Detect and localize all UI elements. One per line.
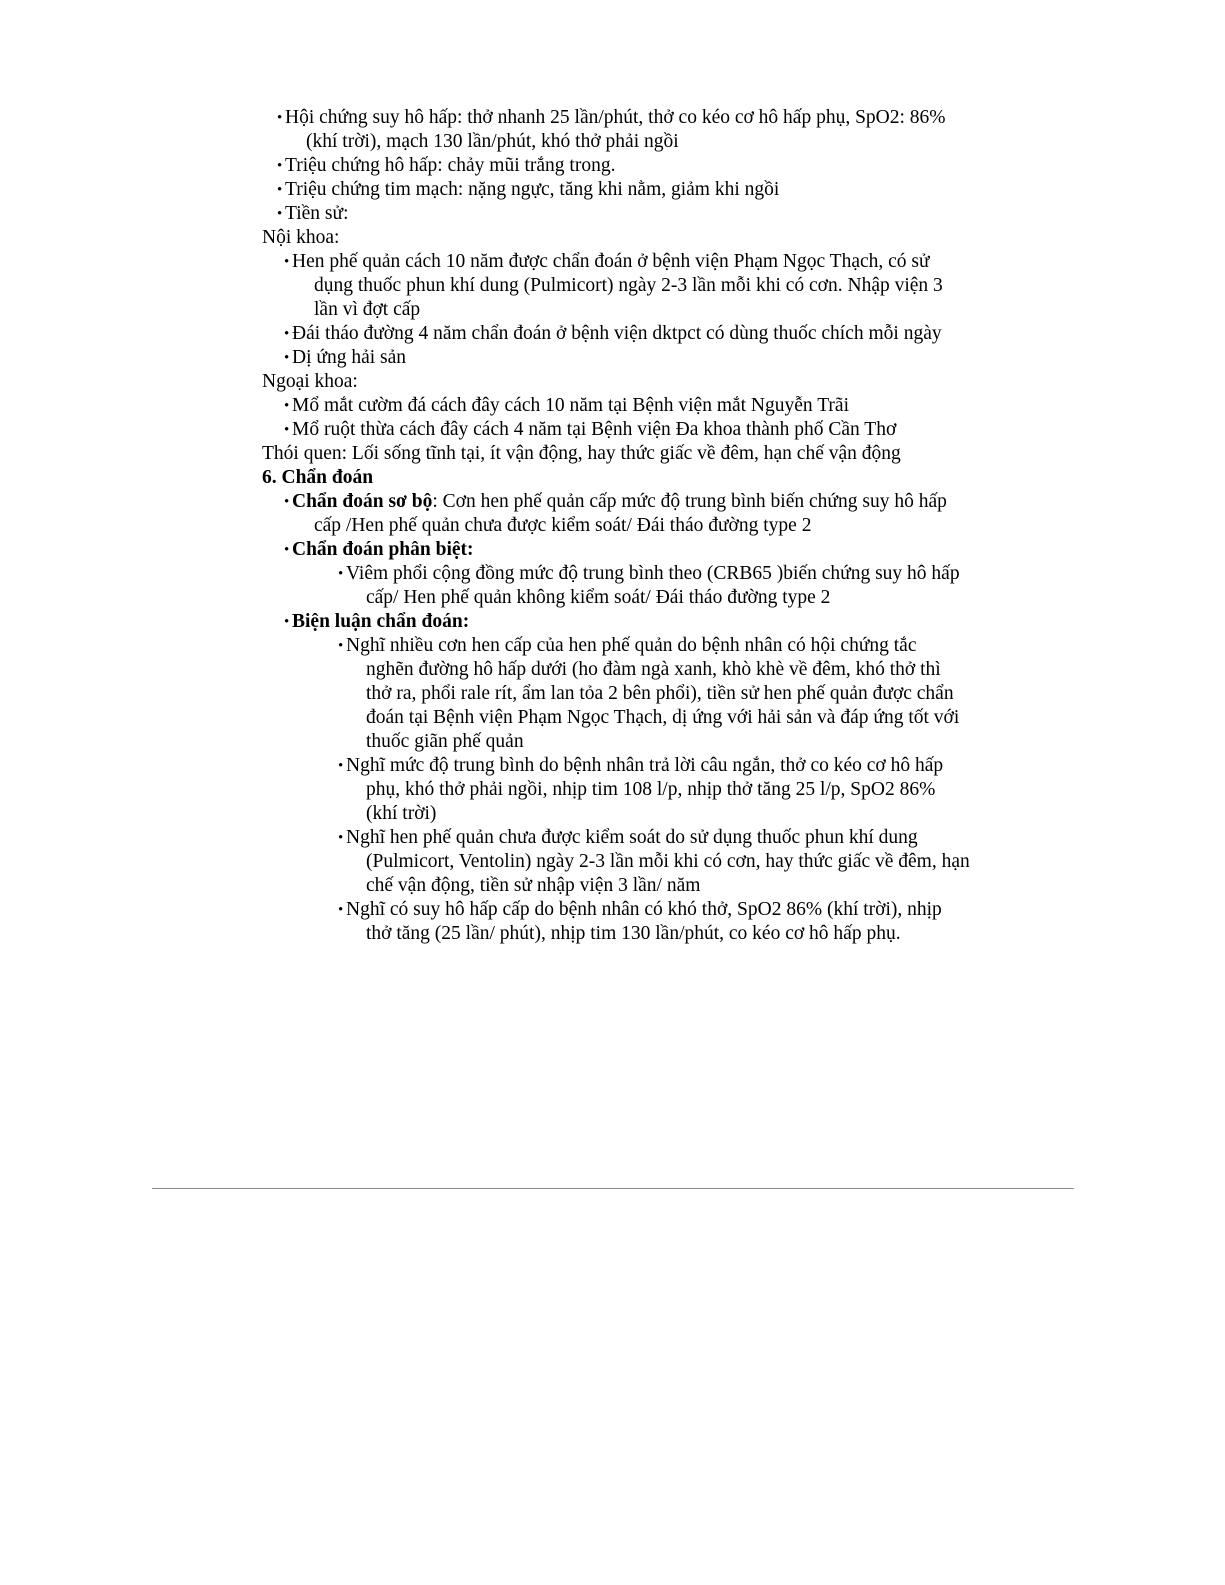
item-wrap	[346, 898, 966, 946]
bullet: •	[284, 326, 290, 342]
symptom-cardiovascular: Triệu chứng tim mạch: nặng ngực, tăng khi nằm, giảm khi ngồi	[285, 179, 780, 200]
item-wrap	[292, 418, 934, 442]
surgical-label: Ngoại khoa:	[262, 371, 358, 392]
argument-item-acute-asthma: Nghĩ nhiều cơn hen cấp của hen phế quản do bệnh nhân có hội chứng tắc nghẽn đường hô hấp dưới (ho đàm ngà xanh, khò khè về đêm, khó thở thì thở ra, phổi rale rít, ẩm lan tỏa 2 bên phổi), tiền sử hen phế quản được chẩn đoán tại Bệnh viện Phạm Ngọc Thạch, dị ứng với hải sản và đáp ứng tốt với thuốc giãn phế quản	[346, 635, 960, 752]
bullet: •	[277, 182, 283, 198]
bullet: •	[338, 758, 344, 774]
bullet: •	[284, 614, 290, 630]
list-item	[277, 178, 962, 202]
item-wrap	[292, 394, 962, 418]
bullet: •	[277, 206, 283, 222]
section-heading-diagnosis: 6. Chẩn đoán	[262, 467, 374, 488]
argument-item-uncontrolled: Nghĩ hen phế quản chưa được kiểm soát do sử dụng thuốc phun khí dung (Pulmicort, Ventolin) ngày 2-3 lần mỗi khi có cơn, hay thức giấc về đêm, hạn chế vận động, tiền sử nhập viện 3 lần/ năm	[346, 827, 970, 896]
list-item	[284, 418, 962, 442]
item-wrap	[292, 250, 962, 322]
list-item	[284, 490, 962, 538]
symptom-text: Hội chứng suy hô hấp: thở nhanh 25 lần/phút, thở co kéo cơ hô hấp phụ, SpO2: 86% (khí trời), mạch 130 lần/phút, khó thở phải ngồi	[285, 107, 946, 152]
list-item	[338, 826, 970, 898]
list-item	[338, 754, 962, 826]
list-item	[277, 106, 962, 154]
item-wrap	[346, 826, 976, 898]
list-item	[338, 898, 962, 946]
surgical-item-eye: Mổ mắt cườm đá cách đây cách 10 năm tại Bệnh viện mắt Nguyễn Trãi	[292, 395, 849, 416]
history-label: Tiền sử:	[285, 203, 349, 224]
document-content	[262, 106, 970, 946]
bullet: •	[277, 110, 283, 126]
list-item	[284, 346, 962, 370]
bullet: •	[338, 566, 344, 582]
argument-item-moderate: Nghĩ mức độ trung bình do bệnh nhân trả lời câu ngắn, thở co kéo cơ hô hấp phụ, khó thở phải ngồi, nhịp tim 108 l/p, nhịp thở tăng 25 l/p, SpO2 86% (khí trời)	[346, 755, 944, 824]
surgical-item-appendix: Mổ ruột thừa cách đây cách 4 năm tại Bệnh viện Đa khoa thành phố Cần Thơ	[292, 419, 897, 440]
bullet: •	[338, 638, 344, 654]
list-item	[284, 538, 962, 562]
list-item	[277, 202, 962, 226]
preliminary-diagnosis-text: : Cơn hen phế quản cấp mức độ trung bình biến chứng suy hô hấp cấp /Hen phế quản chưa được kiểm soát/ Đái tháo đường type 2	[314, 491, 947, 536]
differential-diagnosis-label: Chẩn đoán phân biệt:	[292, 539, 474, 560]
item-wrap	[346, 634, 966, 754]
bullet: •	[284, 542, 290, 558]
argument-item-respiratory-failure: Nghĩ có suy hô hấp cấp do bệnh nhân có khó thở, SpO2 86% (khí trời), nhịp thở tăng (25 lần/ phút), nhịp tim 130 lần/phút, co kéo cơ hô hấp phụ.	[346, 899, 942, 944]
symptom-respiratory: Triệu chứng hô hấp: chảy mũi trắng trong.	[285, 155, 616, 176]
list-item	[284, 322, 962, 346]
symptom-respiratory-failure	[285, 106, 962, 154]
internal-item-diabetes: Đái tháo đường 4 năm chẩn đoán ở bệnh viện dktpct có dùng thuốc chích mỗi ngày	[292, 323, 942, 344]
bullet: •	[338, 902, 344, 918]
list-item	[284, 610, 962, 634]
list-item	[277, 154, 962, 178]
list-item	[284, 394, 962, 418]
page-divider	[152, 1188, 1074, 1189]
list-item	[338, 634, 962, 754]
item-wrap	[346, 562, 964, 610]
bullet: •	[284, 494, 290, 510]
habits-line: Thói quen: Lối sống tĩnh tại, ít vận động, hay thức giấc về đêm, hạn chế vận động	[262, 443, 901, 464]
item-wrap	[292, 322, 962, 346]
bullet: •	[284, 422, 290, 438]
internal-item-asthma: Hen phế quản cách 10 năm được chẩn đoán ở bệnh viện Phạm Ngọc Thạch, có sử dụng thuốc phun khí dung (Pulmicort) ngày 2-3 lần mỗi khi có cơn. Nhập viện 3 lần vì đợt cấp	[292, 251, 943, 320]
internal-medicine-label: Nội khoa:	[262, 227, 340, 248]
bullet: •	[338, 830, 344, 846]
bullet: •	[277, 158, 283, 174]
bullet: •	[284, 254, 290, 270]
internal-item-allergy: Dị ứng hải sản	[292, 347, 407, 368]
differential-item-pneumonia: Viêm phổi cộng đồng mức độ trung bình theo (CRB65 )biến chứng suy hô hấp cấp/ Hen phế quản không kiểm soát/ Đái tháo đường type 2	[346, 563, 960, 608]
diagnostic-argument-label: Biện luận chẩn đoán:	[292, 611, 470, 632]
item-wrap	[346, 754, 966, 826]
bullet: •	[284, 350, 290, 366]
list-item	[284, 250, 962, 322]
item-wrap	[292, 490, 954, 538]
preliminary-diagnosis-label: Chẩn đoán sơ bộ	[292, 491, 433, 512]
item-wrap	[285, 106, 962, 154]
bullet: •	[284, 398, 290, 414]
list-item	[338, 562, 962, 610]
